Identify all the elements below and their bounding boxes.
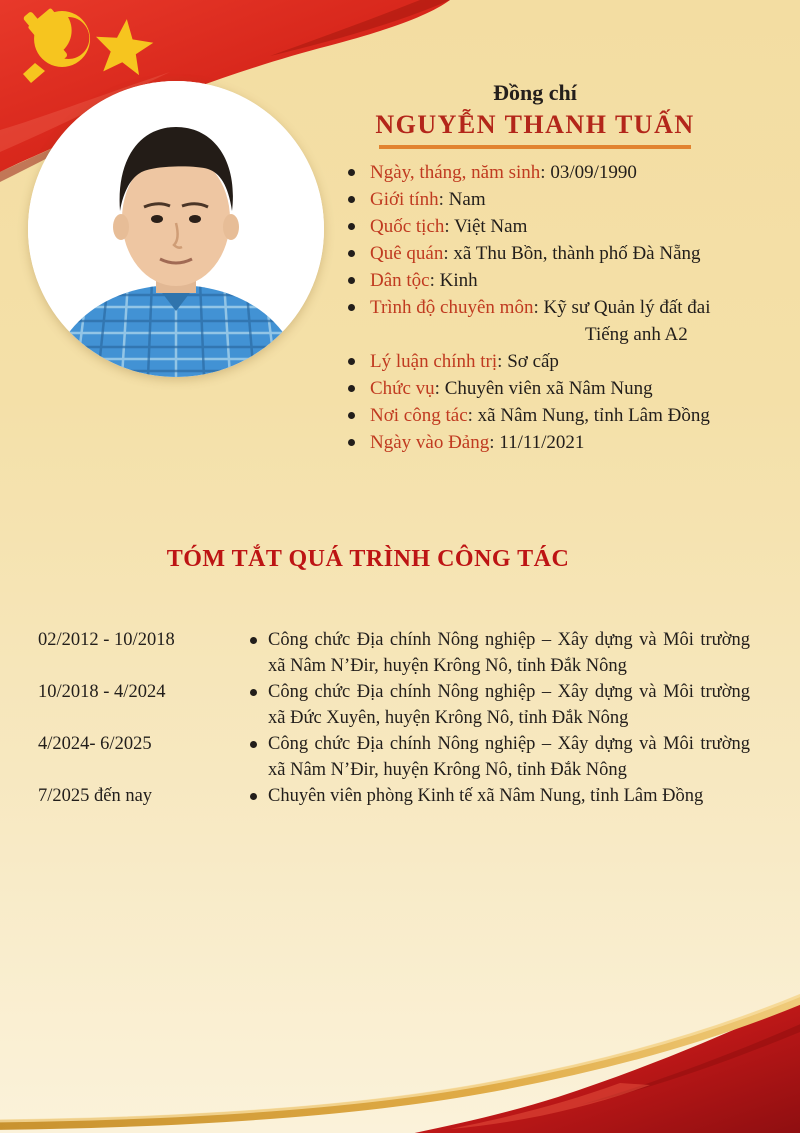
- bullet-icon: [250, 637, 257, 644]
- profile-field: Nơi công tác: xã Nâm Nung, tỉnh Lâm Đồng: [340, 402, 785, 429]
- entry-description: Chuyên viên phòng Kinh tế xã Nâm Nung, tỉnh Lâm Đồng: [250, 783, 750, 809]
- profile-field-list: [340, 159, 785, 456]
- career-entry: [38, 679, 750, 731]
- profile-info-panel: [340, 78, 785, 456]
- entry-description: Công chức Địa chính Nông nghiệp – Xây dựng và Môi trường xã Đức Xuyên, huyện Krông Nô, tỉnh Đắk Nông: [250, 679, 750, 731]
- person-name: NGUYỄN THANH TUẤN: [375, 110, 695, 139]
- bullet-icon: [348, 223, 355, 230]
- career-entry: [38, 783, 750, 809]
- entry-description: Công chức Địa chính Nông nghiệp – Xây dựng và Môi trường xã Nâm N’Đir, huyện Krông Nô, tỉnh Đắk Nông: [250, 627, 750, 679]
- profile-field: Ngày vào Đảng: 11/11/2021: [340, 429, 785, 456]
- profile-photo: [28, 81, 324, 377]
- entry-period: 4/2024- 6/2025: [38, 734, 152, 754]
- bullet-icon: [348, 358, 355, 365]
- profile-field: Quê quán: xã Thu Bồn, thành phố Đà Nẵng: [340, 240, 785, 267]
- profile-field: Giới tính: Nam: [340, 186, 785, 213]
- name-underline: [379, 145, 691, 149]
- bullet-icon: [250, 793, 257, 800]
- profile-field: Ngày, tháng, năm sinh: 03/09/1990: [340, 159, 785, 186]
- entry-description: Công chức Địa chính Nông nghiệp – Xây dựng và Môi trường xã Nâm N’Đir, huyện Krông Nô, tỉnh Đắk Nông: [250, 731, 750, 783]
- bullet-icon: [348, 304, 355, 311]
- bullet-icon: [250, 741, 257, 748]
- entry-period: 10/2018 - 4/2024: [38, 682, 166, 702]
- bullet-icon: [348, 250, 355, 257]
- profile-field: Lý luận chính trị: Sơ cấp: [340, 348, 785, 375]
- bottom-ribbon-decoration: [0, 923, 800, 1133]
- bullet-icon: [348, 412, 355, 419]
- bullet-icon: [348, 169, 355, 176]
- entry-period: 7/2025 đến nay: [38, 786, 153, 806]
- bullet-icon: [250, 689, 257, 696]
- career-entry: [38, 731, 750, 783]
- bullet-icon: [348, 385, 355, 392]
- portrait-illustration: [28, 81, 324, 377]
- career-entry: [38, 627, 750, 679]
- bullet-icon: [348, 277, 355, 284]
- bullet-icon: [348, 439, 355, 446]
- career-history-list: [38, 627, 750, 809]
- profile-field: Chức vụ: Chuyên viên xã Nâm Nung: [340, 375, 785, 402]
- profile-field: Quốc tịch: Việt Nam: [340, 213, 785, 240]
- profile-field: Trình độ chuyên môn: Kỹ sư Quản lý đất đai Tiếng anh A2: [340, 294, 785, 348]
- bullet-icon: [348, 196, 355, 203]
- career-section-heading: TÓM TẮT QUÁ TRÌNH CÔNG TÁC: [166, 546, 570, 572]
- language-note: Tiếng anh A2: [585, 324, 688, 345]
- title-prefix: Đồng chí: [493, 80, 577, 105]
- profile-field: Dân tộc: Kinh: [340, 267, 785, 294]
- entry-period: 02/2012 - 10/2018: [38, 630, 175, 650]
